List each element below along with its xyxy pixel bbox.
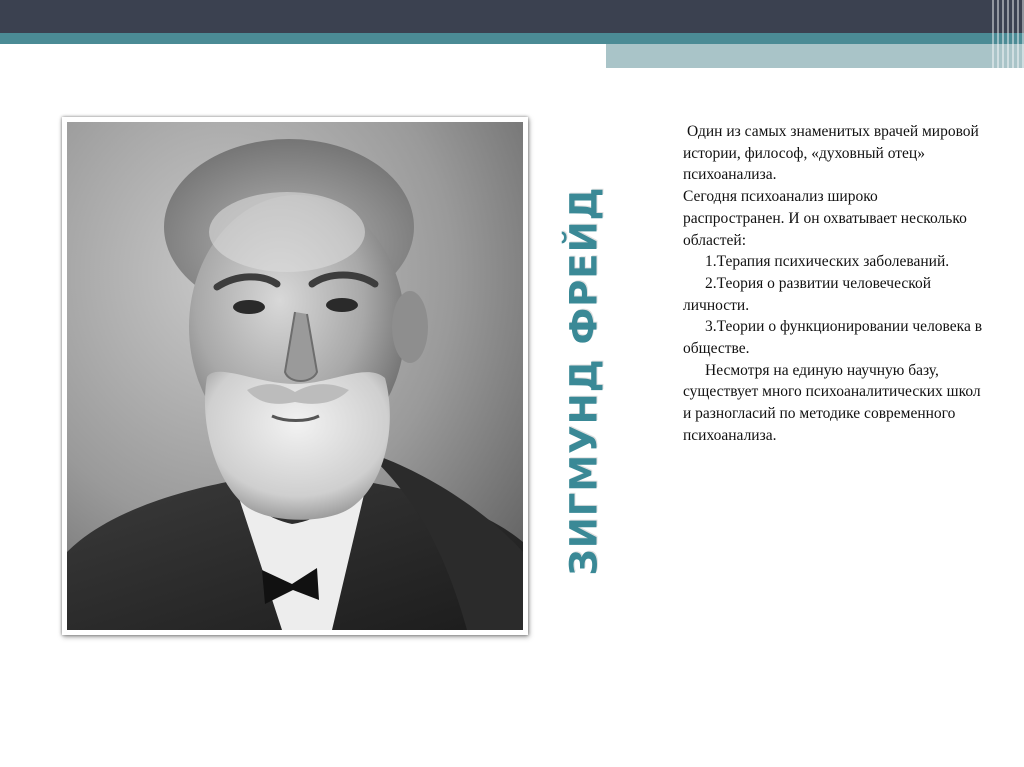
body-text [683, 121, 983, 447]
header-bar-teal [0, 33, 1024, 44]
header-bar-dark [0, 0, 1024, 33]
paragraph-intro: Один из самых знаменитых врачей мировой истории, философ, «духовный отец» психоанализа. [683, 123, 979, 184]
slide-title: ЗИГМУНД ФРЕЙД [562, 186, 606, 576]
header-stripes [992, 0, 1024, 68]
list-item-2: 2.Теория о развитии человеческой личности. [683, 274, 932, 314]
vertical-title-box [562, 186, 606, 576]
list-item-1: 1.Терапия психических заболеваний. [705, 253, 950, 271]
list-item-3: 3.Теории о функционировании человека в обществе. [683, 318, 983, 358]
portrait-frame [62, 117, 528, 635]
paragraph-today: Сегодня психоанализ широко распространен. И он охватывает несколько областей: [683, 188, 967, 249]
portrait-photo [67, 122, 523, 630]
header-bar-light [606, 44, 1024, 68]
paragraph-conclusion: Несмотря на единую научную базу, существует много психоаналитических школ и разногласий по методике современного психоанализа. [683, 361, 981, 444]
